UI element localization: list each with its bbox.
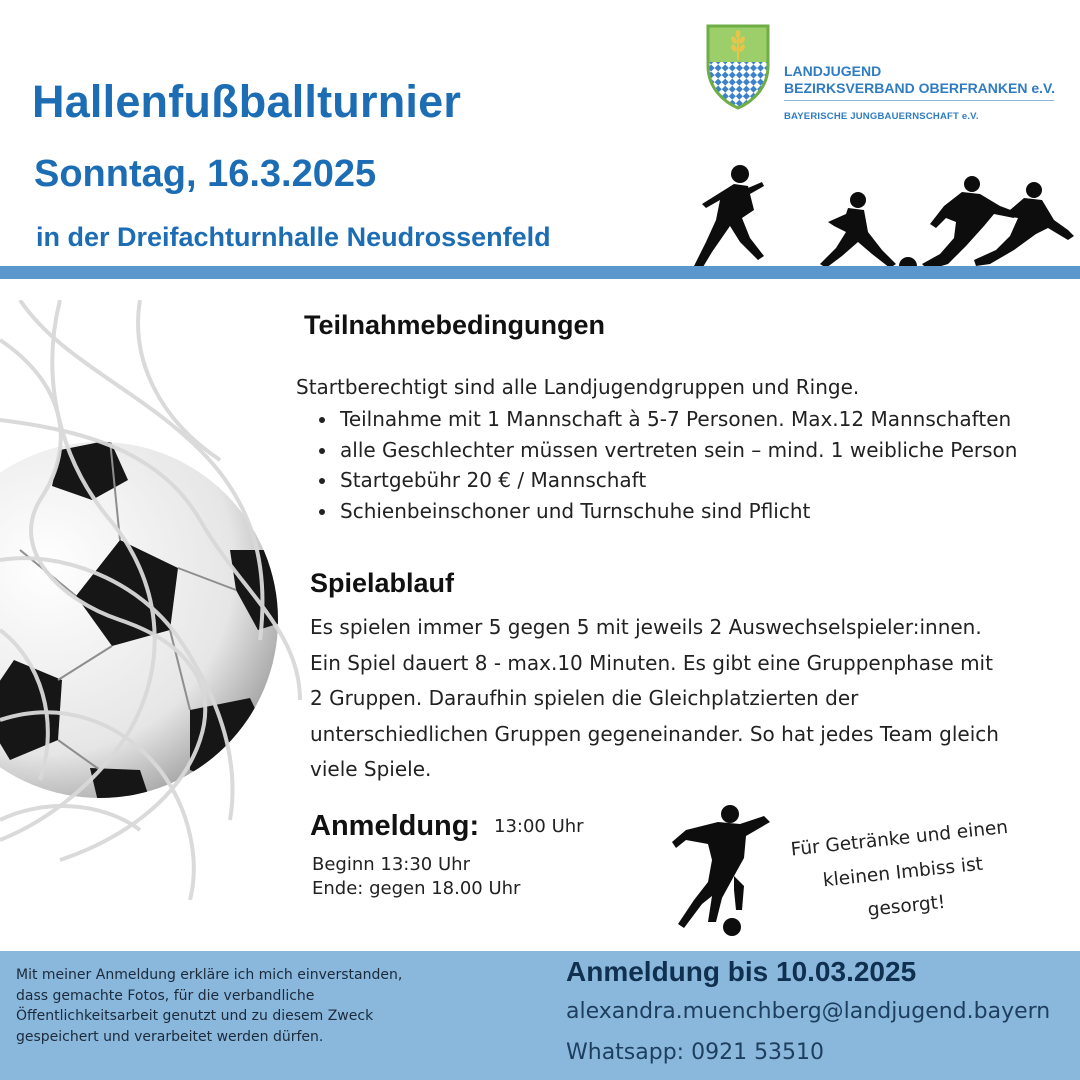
gameplay-line: 2 Gruppen. Daraufhin spielen die Gleichplatzierten der: [310, 686, 859, 710]
contact-email-link[interactable]: alexandra.muenchberg@landjugend.bayern: [566, 999, 1051, 1024]
gameplay-line: viele Spiele.: [310, 757, 432, 781]
logo-name-line2: BEZIRKSVERBAND OBERFRANKEN e.V.: [784, 80, 1055, 96]
event-date: Sonntag, 16.3.2025: [34, 153, 377, 195]
gameplay-heading: Spielablauf: [310, 568, 455, 598]
catering-line: kleinen Imbiss ist: [821, 853, 984, 892]
gameplay-text: [310, 610, 1050, 788]
logo-name-line1: LANDJUGEND: [784, 63, 882, 79]
event-venue: in der Dreifachturnhalle Neudrossenfeld: [36, 222, 551, 252]
logo-divider: [784, 100, 1054, 101]
players-silhouette-icon: [650, 160, 1080, 280]
list-item: Schienbeinschoner und Turnschuhe sind Pflicht: [316, 496, 1017, 527]
registration-time: 13:00 Uhr: [494, 816, 584, 837]
consent-line: Öffentlichkeitsarbeit genutzt und zu diesem Zweck: [16, 1008, 374, 1024]
conditions-list: [316, 404, 1017, 526]
end-time: Ende: gegen 18.00 Uhr: [312, 878, 521, 899]
consent-text: [16, 965, 456, 1047]
catering-note: [773, 809, 1032, 937]
list-item: Startgebühr 20 € / Mannschaft: [316, 465, 1017, 496]
kicker-silhouette-icon: [672, 800, 777, 945]
conditions-intro: Startberechtigt sind alle Landjugendgruppen und Ringe.: [296, 375, 860, 399]
start-time: Beginn 13:30 Uhr: [312, 854, 470, 875]
gameplay-line: Es spielen immer 5 gegen 5 mit jeweils 2 Auswechselspieler:innen.: [310, 615, 982, 639]
gameplay-line: unterschiedlichen Gruppen gegeneinander. So hat jedes Team gleich: [310, 721, 999, 746]
header-stripe: [0, 266, 1080, 279]
consent-line: gespeichert und verarbeitet werden dürfen.: [16, 1028, 324, 1045]
list-item: Teilnahme mit 1 Mannschaft à 5-7 Personen. Max.12 Mannschaften: [316, 404, 1017, 435]
logo-subtitle: BAYERISCHE JUNGBAUERNSCHAFT e.V.: [784, 111, 979, 122]
football-icon: [0, 300, 310, 900]
crest-icon: [704, 22, 772, 110]
page-title: Hallenfußballturnier: [32, 76, 462, 127]
list-item: alle Geschlechter müssen vertreten sein – mind. 1 weibliche Person: [316, 435, 1017, 466]
conditions-heading: Teilnahmebedingungen: [304, 310, 606, 340]
contact-whatsapp: Whatsapp: 0921 53510: [566, 1040, 825, 1065]
catering-line: gesorgt!: [866, 891, 947, 921]
gameplay-line: Ein Spiel dauert 8 - max.10 Minuten. Es gibt eine Gruppenphase mit: [310, 650, 993, 675]
catering-line: Für Getränke und einen: [789, 816, 1010, 861]
registration-heading: Anmeldung:: [310, 810, 480, 842]
consent-line: Mit meiner Anmeldung erkläre ich mich einverstanden,: [16, 967, 403, 983]
consent-line: dass gemachte Fotos, für die verbandliche: [16, 987, 315, 1004]
registration-deadline: Anmeldung bis 10.03.2025: [566, 956, 917, 987]
